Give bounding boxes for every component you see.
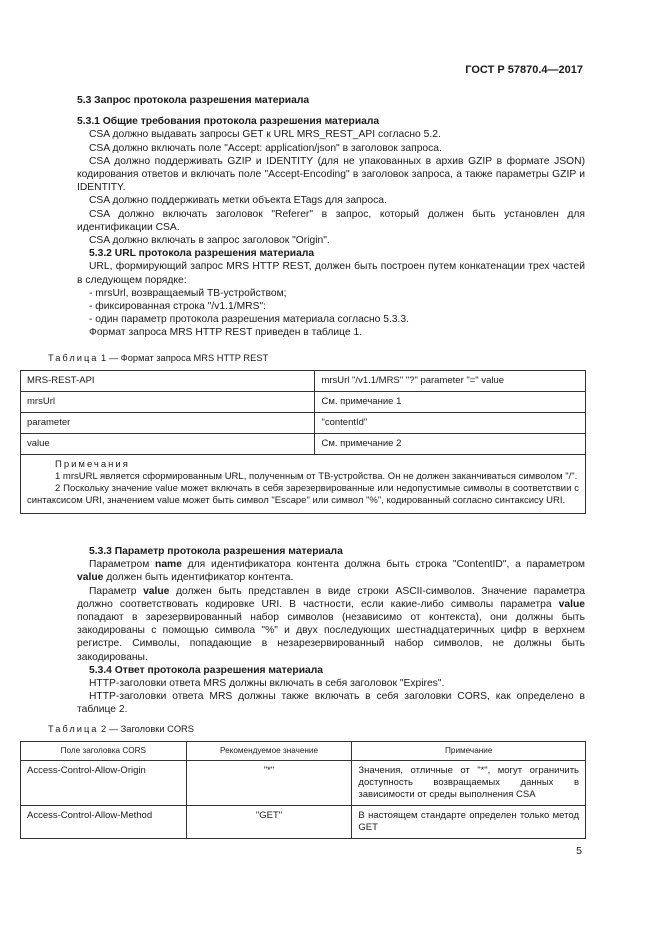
table-notes [21,455,586,514]
section-5-3-2-title: 5.3.2 URL протокола разрешения материала [89,248,315,260]
text: name [155,559,182,571]
text: должен быть представлен в виде строки ASCII-символов. Значение параметра должно соответствовать кодировке URI. В частности, если какие-либо символы параметра [77,585,585,610]
table-cell: "GET" [186,806,352,839]
paragraph: CSA должно поддерживать GZIP и IDENTITY (для не упакованных в архив GZIP в формате JSON) кодирования ответов и включать поле "Accept-Encoding" в заголовок запроса, а также параметры GZIP и IDENTITY. [77,155,585,194]
paragraph: HTTP-заголовки ответа MRS должны включать в себя заголовок "Expires". [89,678,445,690]
column-header: Рекомендуемое значение [186,742,352,761]
table-cell: mrsUrl "/v1.1/MRS" "?" parameter "=" value [315,371,586,392]
table-row [21,413,586,434]
text: Параметром [89,559,156,571]
table-row [21,761,586,806]
section-5-3-4-title: 5.3.4 Ответ протокола разрешения материала [89,664,324,676]
paragraph: HTTP-заголовки ответа MRS должны также включать в себя заголовки CORS, как определено в таблице 2. [77,691,585,716]
table-cell: mrsUrl [21,392,315,413]
notes-title: Примечания [55,459,130,470]
text: Параметр [89,585,144,597]
section-5-3-title: 5.3 Запрос протокола разрешения материала [77,95,310,106]
table-cell: См. примечание 2 [315,434,586,455]
section-5-3-1-title: 5.3.1 Общие требования протокола разрешения материала [77,116,380,128]
column-header: Примечание [352,742,586,761]
table-row [21,371,586,392]
text: value [77,572,104,584]
table-caption-text: 2 — Заголовки CORS [101,724,194,734]
table-cell: value [21,434,315,455]
paragraph: CSA должно поддерживать метки объекта ETags для запроса. [89,195,387,207]
table-cell: Access-Control-Allow-Method [21,806,187,839]
list-item: - фиксированная строка "/v1.1/MRS": [89,301,266,313]
text: value [558,598,585,610]
table-notes-row [21,455,586,514]
list-item: - mrsUrl, возвращаемый ТВ-устройством; [89,287,287,299]
table-caption-label: Таблица [48,724,99,734]
paragraph: CSA должно включать заголовок "Referer" в запрос, который должен быть установлен для идентификации CSA. [77,208,585,233]
table-cell: "*" [186,761,352,806]
table-1 [20,370,586,514]
table-cell: Значения, отличные от "*", могут ограничить доступность возвращаемых данных в зависимости от среды выполнения CSA [352,761,586,806]
table-cell: "contentId" [315,413,586,434]
table-1-caption [48,352,268,365]
text: должен быть идентификатор контента. [103,572,294,584]
column-header: Поле заголовка CORS [21,742,187,761]
section-5-3-3-title: 5.3.3 Параметр протокола разрешения материала [89,546,343,557]
section-5-3-3 [77,545,585,717]
table-cell: См. примечание 1 [315,392,586,413]
table-cell: Access-Control-Allow-Origin [21,761,187,806]
table-caption-text: 1 — Формат запроса MRS HTTP REST [101,353,269,363]
section-5-3 [77,94,585,340]
table-caption-label: Таблица [48,353,99,363]
note: 2 Поскольку значение value может включать в себя зарезервированные или недопустимые символы в соответствии с синтаксисом URI, значением value может быть символ "Escape" или символ "%", кодированный согласно синтаксису URI. [27,483,579,506]
table-cell: parameter [21,413,315,434]
text: попадают в зарезервированный набор символов (независимо от контекста), они должны быть закодированы с помощью символа "%" и двух последующих шестнадцатеричных цифр в верхнем регистре. Символы, попадающие в незарезервированный набор символов, не должны быть закодированы. [77,612,585,663]
table-row [21,806,586,839]
text: для идентификатора контента должна быть строка "ContentID", а параметром [181,559,586,571]
paragraph [77,585,585,664]
note: 1 mrsURL является сформированным URL, полученным от ТВ-устройства. Он не должен заканчиваться символом "/". [55,471,578,482]
paragraph: Формат запроса MRS HTTP REST приведен в таблице 1. [89,327,363,339]
document-code: ГОСТ Р 57870.4—2017 [465,64,583,76]
paragraph: CSA должно включать поле "Accept: application/json" в заголовок запроса. [89,142,442,154]
page-number: 5 [576,845,582,857]
list-item: - один параметр протокола разрешения материала согласно 5.3.3. [89,314,409,326]
table-2 [20,741,586,839]
paragraph: CSA должно включать в запрос заголовок "Origin". [89,235,330,247]
table-cell: MRS-REST-API [21,371,315,392]
text: value [143,585,170,597]
table-2-caption [48,723,194,736]
paragraph: CSA должно выдавать запросы GET к URL MRS_REST_API согласно 5.2. [89,129,441,141]
table-header-row [21,742,586,761]
paragraph: URL, формирующий запрос MRS HTTP REST, должен быть построен путем конкатенации трех частей в следующем порядке: [77,261,585,286]
paragraph [77,558,585,584]
table-cell: В настоящем стандарте определен только метод GET [352,806,586,839]
table-row [21,392,586,413]
table-row [21,434,586,455]
